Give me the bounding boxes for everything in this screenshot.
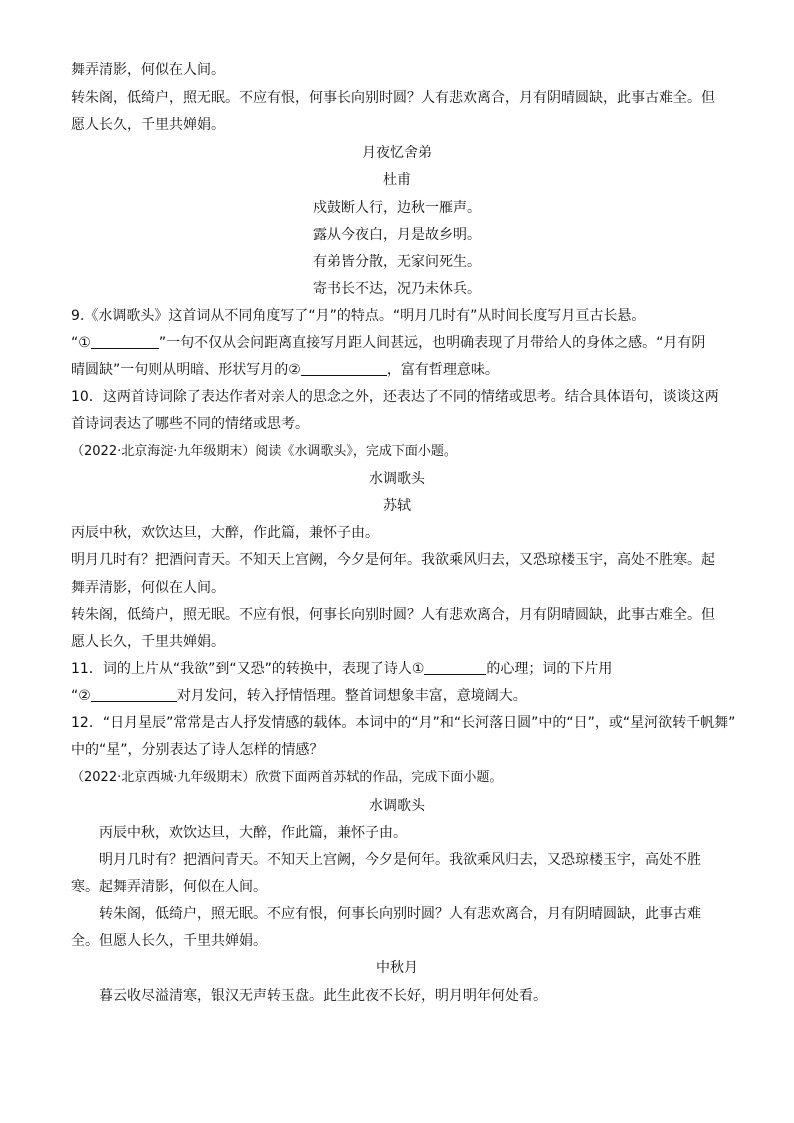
text-line: 舞弄清影，何似在人间。 [71, 580, 225, 596]
answer-blank-4[interactable] [91, 687, 177, 702]
source-line: （2022·北京海淀·九年级期末）阅读《水调歌头》，完成下面小题。 [71, 444, 457, 459]
q11-text-c: “② [71, 688, 91, 704]
q9-rest: ”一句不仅从会问距离直接写月距人间甚远，也明确表现了月带给人的身体之感。“月有阴 [158, 335, 706, 351]
text-line: 全。但愿人长久，千里共婵娟。 [71, 933, 267, 949]
answer-blank-2[interactable] [301, 361, 387, 376]
question-12: 12．“日月星辰”常常是古人抒发情感的载体。本词中的“月”和“长河落日圆”中的“日”，或“星河欲转千帆舞” [71, 715, 736, 731]
question-10-line2: 首诗词表达了哪些不同的情绪或思考。 [71, 416, 309, 432]
question-11-line2 [71, 686, 731, 706]
poem-preface: 丙辰中秋，欢饮达旦，大醉，作此篇，兼怀子由。 [99, 825, 407, 841]
q9-circle2: ② [288, 362, 301, 378]
q11-text-d: 对月发问，转入抒情悟理。整首词想象丰富，意境阔大。 [176, 688, 527, 704]
answer-blank-3[interactable] [424, 660, 486, 675]
poem-title: 水调歌头 [369, 798, 425, 814]
poem-title: 水调歌头 [369, 471, 425, 487]
text-line: 转朱阁，低绮户，照无眠。不应有恨，何事长向别时圆？人有悲欢离合，月有阴晴圆缺，此事古难全。但 [71, 90, 715, 106]
poem-line: 露从今夜白，月是故乡明。 [313, 227, 481, 243]
question-12-line2: 中的“星”，分别表达了诗人怎样的情感？ [71, 742, 324, 758]
answer-blank-1[interactable] [91, 334, 159, 349]
question-9-line2 [71, 333, 731, 353]
source-line: （2022·北京西城·九年级期末）欣赏下面两首苏轼的作品，完成下面小题。 [71, 770, 503, 785]
q9-tail: ，富有哲理意味。 [386, 362, 499, 378]
text-line: 暮云收尽溢清寒，银汉无声转玉盘。此生此夜不长好，明月明年何处看。 [99, 988, 547, 1004]
question-11 [71, 659, 731, 679]
poem-author: 苏轼 [383, 498, 411, 514]
q9-line3-text: 晴圆缺”一句则从明暗、形状写月的 [71, 362, 289, 378]
text-line: 明月几时有？把酒问青天。不知天上宫阙，今夕是何年。我欲乘风归去，又恐琼楼玉宇，高处不胜 [99, 852, 701, 868]
text-line: 转朱阁，低绮户，照无眠。不应有恨，何事长向别时圆？人有悲欢离合，月有阴晴圆缺，此事古难全。但 [71, 607, 715, 623]
question-9: 9.《水调歌头》这首词从不同角度写了“月”的特点。“明月几时有”从时间长度写月亘古长悬。 [71, 308, 646, 324]
text-line: 愿人长久，千里共婵娟。 [71, 634, 225, 650]
text-line: 舞弄清影，何似在人间。 [71, 62, 225, 78]
poem-line: 寄书长不达，况乃未休兵。 [313, 281, 481, 297]
question-10: 10．这两首诗词除了表达作者对亲人的思念之外，还表达了不同的情绪或思考。结合具体语句，谈谈这两 [71, 389, 719, 405]
poem-author: 杜甫 [383, 172, 411, 188]
poem-line: 有弟皆分散，无家问死生。 [313, 254, 481, 270]
q9-open: “① [71, 335, 91, 351]
poem-line: 戍鼓断人行，边秋一雁声。 [313, 200, 481, 216]
q11-text-b: 的心理；词的下片用 [486, 661, 613, 677]
question-9-line3 [71, 360, 731, 380]
text-line: 转朱阁，低绮户，照无眠。不应有恨，何事长向别时圆？人有悲欢离合，月有阴晴圆缺，此事古难 [99, 906, 701, 922]
text-line: 愿人长久，千里共婵娟。 [71, 117, 225, 133]
poem-title: 中秋月 [376, 960, 418, 976]
text-line: 寒。起舞弄清影，何似在人间。 [71, 879, 267, 895]
text-line: 明月几时有？把酒问青天。不知天上宫阙，今夕是何年。我欲乘风归去，又恐琼楼玉宇，高处不胜寒。起 [71, 552, 715, 568]
q11-text-a: 11．词的上片从“我欲”到“又恐”的转换中，表现了诗人① [71, 661, 425, 677]
poem-preface: 丙辰中秋，欢饮达旦，大醉，作此篇，兼怀子由。 [71, 525, 379, 541]
poem-title: 月夜忆舍弟 [362, 145, 432, 161]
